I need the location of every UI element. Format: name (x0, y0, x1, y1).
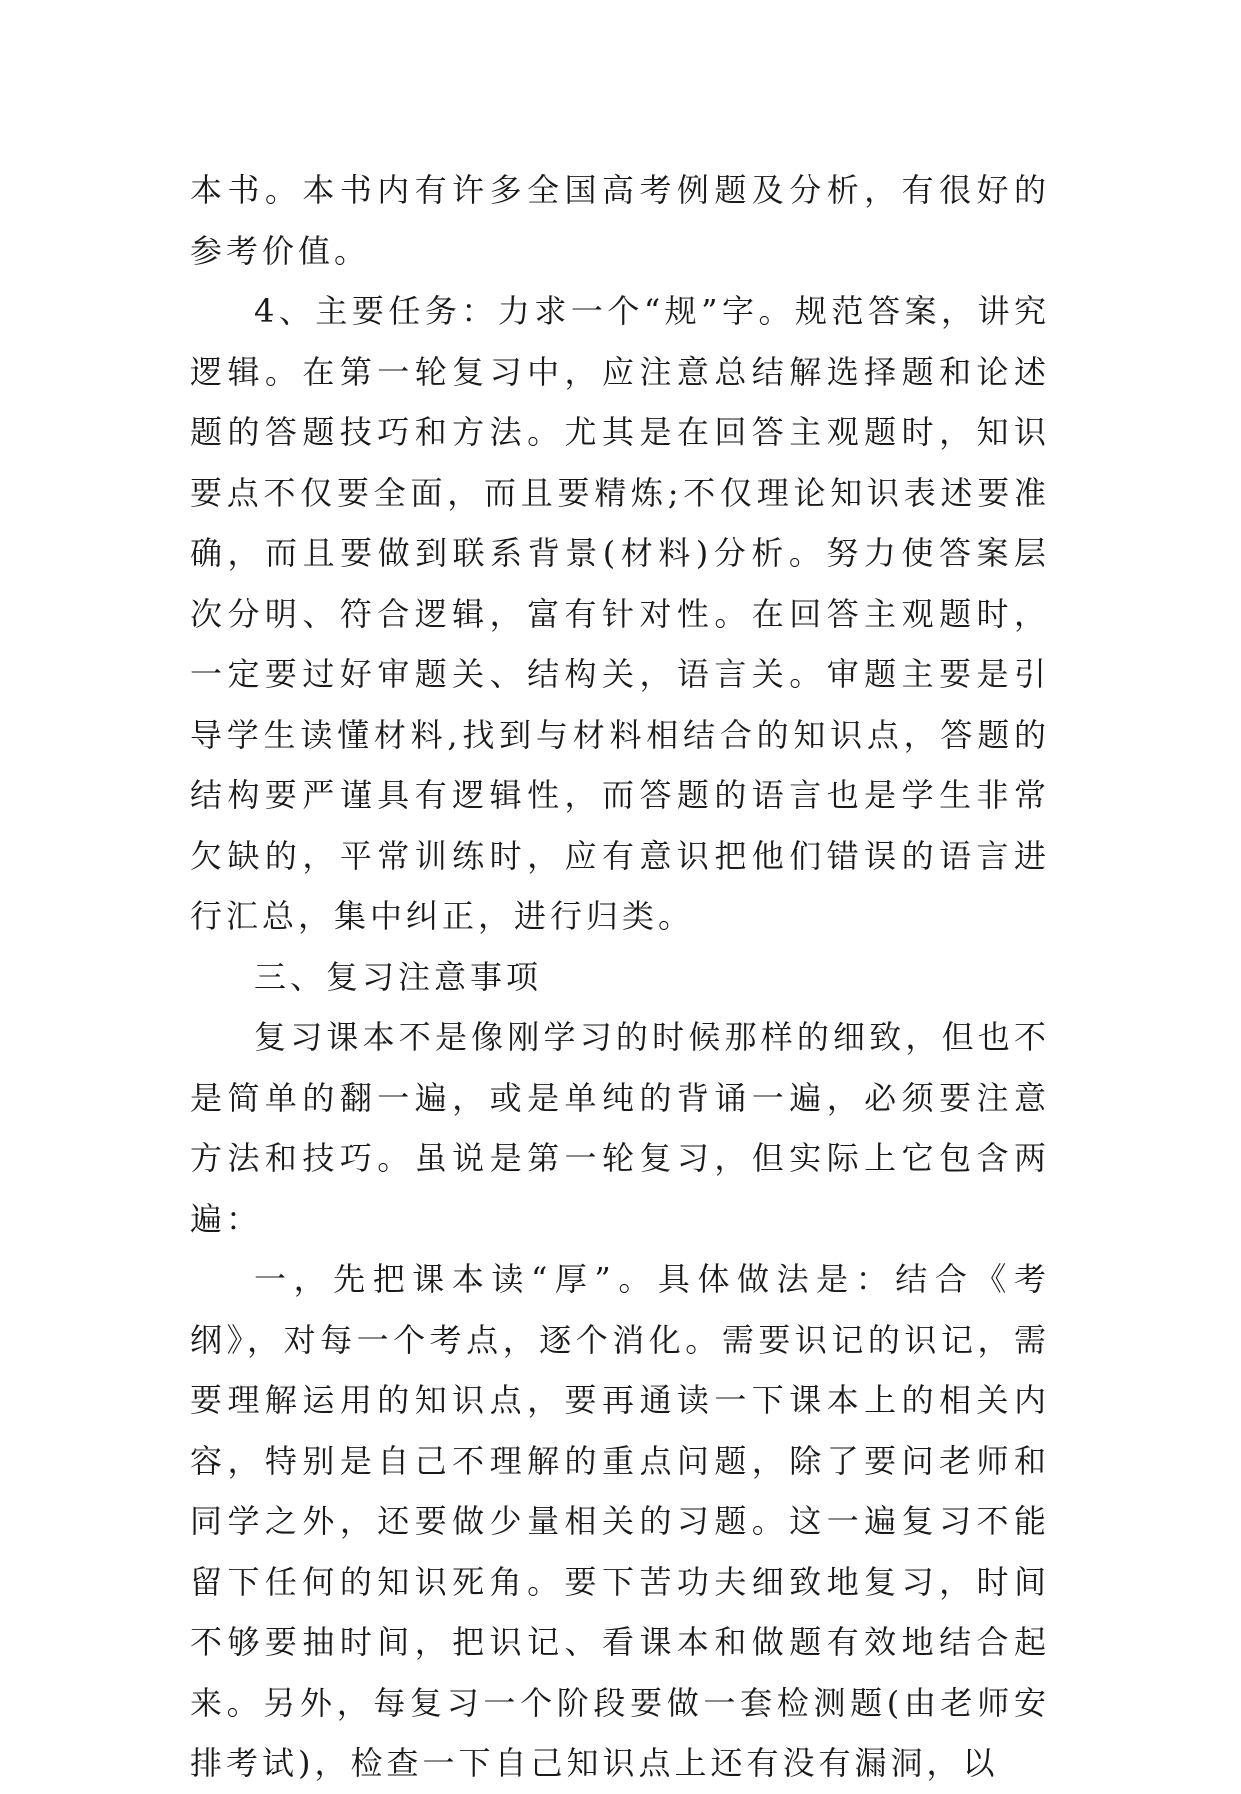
section-heading-review-notes: 三、复习注意事项 (254, 957, 543, 996)
document-body (190, 160, 1050, 1794)
paragraph-read-thick: 一，先把课本读“厚”。具体做法是：结合《考纲》，对每一个考点，逐个消化。需要识记的识记，需要理解运用的知识点，要再通读一下课本上的相关内容，特别是自己不理解的重点问题，除了要问老师和同学之外，还要做少量相关的习题。这一遍复习不能留下任何的知识死角。要下苦功夫细致地复习，时间不够要抽时间，把识记、看课本和做题有效地结合起来。另外，每复习一个阶段要做一套检测题(由老师安排考试)，检查一下自己知识点上还有没有漏洞，以 (190, 1260, 1050, 1782)
paragraph-review-method: 复习课本不是像刚学习的时候那样的细致，但也不是简单的翻一遍，或是单纯的背诵一遍，必须要注意方法和技巧。虽说是第一轮复习，但实际上它包含两遍： (190, 1018, 1050, 1238)
paragraph-continuation: 本书。本书内有许多全国高考例题及分析，有很好的参考价值。 (190, 171, 1050, 270)
paragraph-main-task: 4、主要任务：力求一个“规”字。规范答案，讲究逻辑。在第一轮复习中，应注意总结解选择题和论述题的答题技巧和方法。尤其是在回答主观题时，知识要点不仅要全面，而且要精炼;不仅理论知识表述要准确，而且要做到联系背景(材料)分析。努力使答案层次分明、符合逻辑，富有针对性。在回答主观题时，一定要过好审题关、结构关，语言关。审题主要是引导学生读懂材料,找到与材料相结合的知识点，答题的结构要严谨具有逻辑性，而答题的语言也是学生非常欠缺的，平常训练时，应有意识把他们错误的语言进行汇总，集中纠正，进行归类。 (190, 292, 1050, 935)
